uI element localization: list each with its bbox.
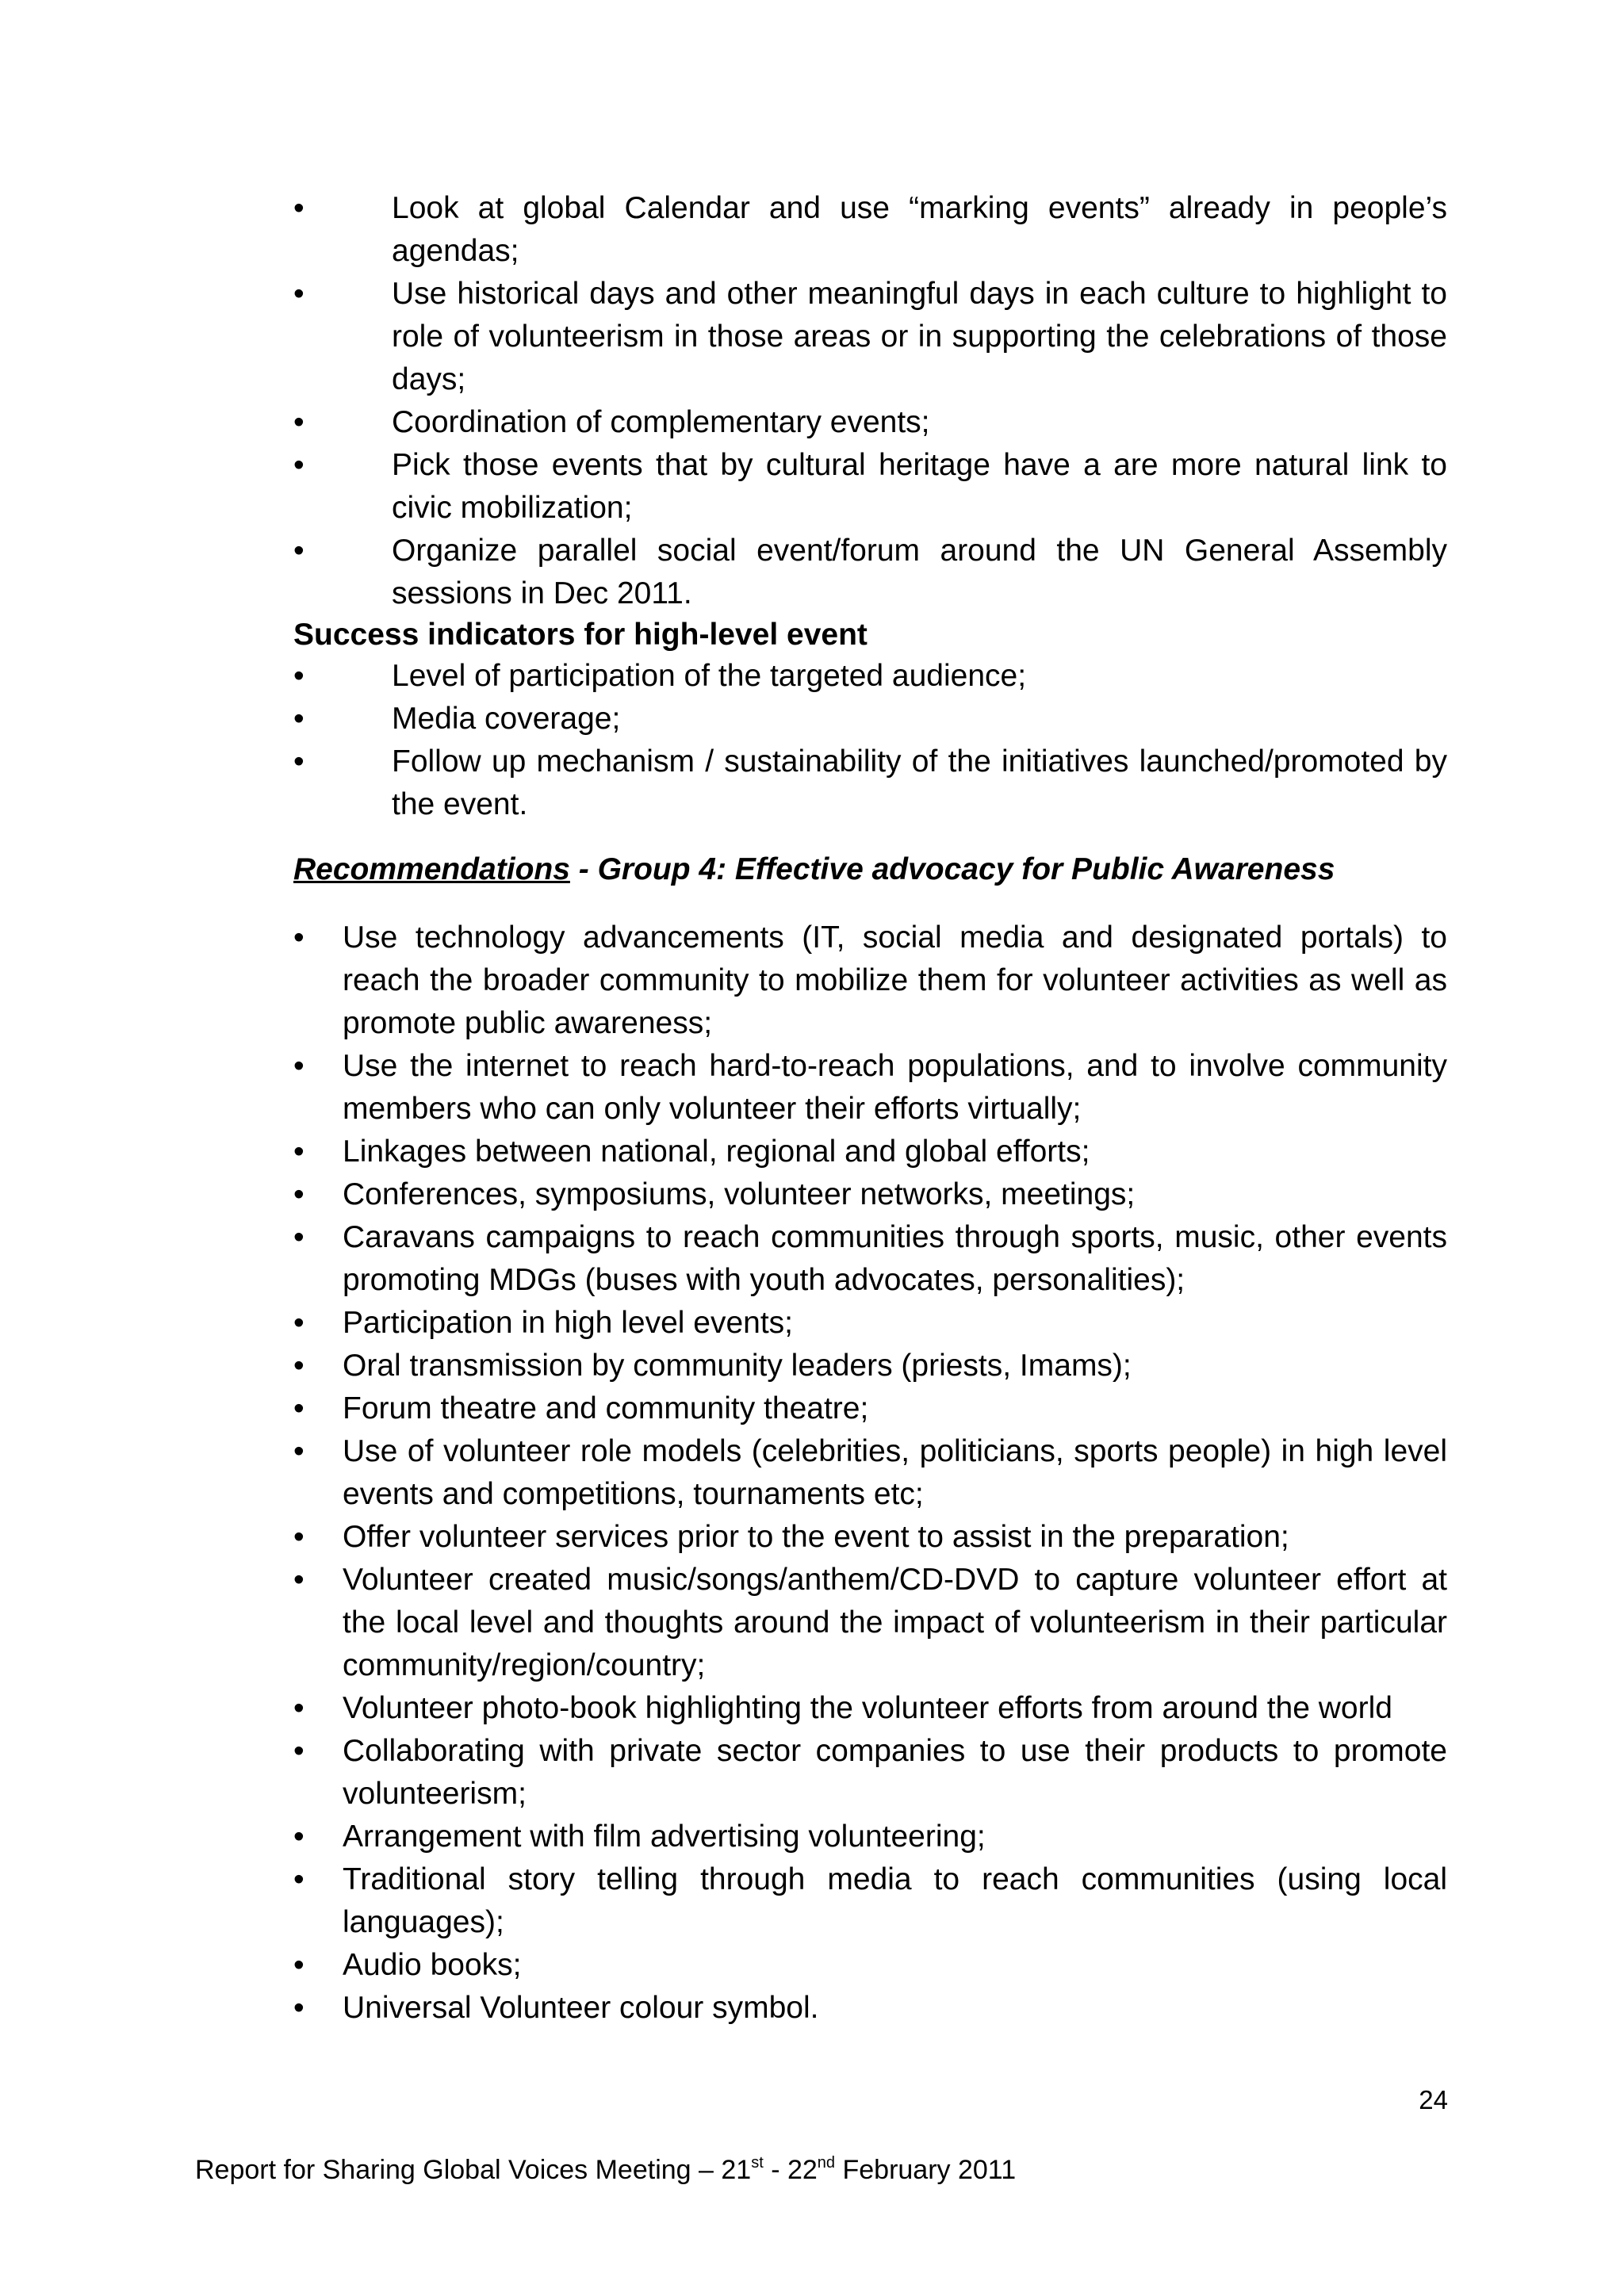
event-ideas-list <box>293 187 1447 615</box>
list-item: • Oral transmission by community leaders (priests, Imams); <box>293 1345 1447 1387</box>
list-item: • Collaborating with private sector companies to use their products to promote volunteerism; <box>293 1730 1447 1816</box>
recommendations-label: Recommendations <box>293 852 570 886</box>
list-item: • Volunteer photo-book highlighting the volunteer efforts from around the world <box>293 1687 1447 1730</box>
list-item: • Use of volunteer role models (celebrities, politicians, sports people) in high level events and competitions, tournaments etc; <box>293 1430 1447 1516</box>
page-footer: Report for Sharing Global Voices Meeting – 21st - 22nd February 2011 <box>195 2154 1017 2185</box>
list-item: • Use technology advancements (IT, social media and designated portals) to reach the broader community to mobilize them for volunteer activities as well as promote public awareness; <box>293 916 1447 1045</box>
list-item: • Pick those events that by cultural heritage have a are more natural link to civic mobilization; <box>293 444 1447 530</box>
list-item: • Look at global Calendar and use “marking events” already in people’s agendas; <box>293 187 1447 273</box>
bullet-icon <box>293 1730 309 1773</box>
group-title: - Group 4: Effective advocacy for Public Awareness <box>569 852 1335 886</box>
bullet-icon <box>293 1173 309 1216</box>
bullet-icon <box>293 655 309 698</box>
list-item: • Caravans campaigns to reach communities through sports, music, other events promoting MDGs (buses with youth advocates, personalities); <box>293 1216 1447 1302</box>
list-item: • Volunteer created music/songs/anthem/CD-DVD to capture volunteer effort at the local level and thoughts around the impact of volunteerism in their particular community/region/country; <box>293 1559 1447 1687</box>
list-item: • Conferences, symposiums, volunteer networks, meetings; <box>293 1173 1447 1216</box>
bullet-icon <box>293 1387 309 1430</box>
list-item: • Traditional story telling through media to reach communities (using local languages); <box>293 1858 1447 1944</box>
list-item: • Media coverage; <box>293 698 1447 740</box>
list-item: • Organize parallel social event/forum around the UN General Assembly sessions in Dec 2011. <box>293 530 1447 615</box>
bullet-icon <box>293 1858 309 1901</box>
bullet-icon <box>293 444 309 487</box>
bullet-icon <box>293 187 309 230</box>
bullet-icon <box>293 698 309 740</box>
success-indicators-heading: Success indicators for high-level event <box>293 618 868 652</box>
list-item: • Use the internet to reach hard-to-reach populations, and to involve community members who can only volunteer their efforts virtually; <box>293 1045 1447 1131</box>
bullet-icon <box>293 1045 309 1088</box>
list-item: • Forum theatre and community theatre; <box>293 1387 1447 1430</box>
bullet-icon <box>293 1430 309 1473</box>
bullet-icon <box>293 1131 309 1173</box>
bullet-icon <box>293 916 309 959</box>
bullet-icon <box>293 530 309 572</box>
bullet-icon <box>293 401 309 444</box>
bullet-icon <box>293 1216 309 1259</box>
list-item: • Level of participation of the targeted audience; <box>293 655 1447 698</box>
list-item: • Participation in high level events; <box>293 1302 1447 1345</box>
group4-recommendations-list <box>293 916 1447 2030</box>
list-item: • Universal Volunteer colour symbol. <box>293 1987 1447 2030</box>
list-item: • Audio books; <box>293 1944 1447 1987</box>
bullet-icon <box>293 1987 309 2030</box>
list-item: • Coordination of complementary events; <box>293 401 1447 444</box>
bullet-icon <box>293 740 309 783</box>
list-item: • Offer volunteer services prior to the event to assist in the preparation; <box>293 1516 1447 1559</box>
recommendations-heading <box>293 848 1447 891</box>
page-body <box>293 187 1447 2030</box>
list-item: • Use historical days and other meaningful days in each culture to highlight to role of volunteerism in those areas or in supporting the celebrations of those days; <box>293 273 1447 401</box>
list-item: • Follow up mechanism / sustainability of the initiatives launched/promoted by the event. <box>293 740 1447 826</box>
bullet-icon <box>293 273 309 316</box>
success-indicators-list <box>293 655 1447 826</box>
bullet-icon <box>293 1816 309 1858</box>
bullet-icon <box>293 1345 309 1387</box>
page-number: 24 <box>1419 2085 1448 2114</box>
list-item: • Linkages between national, regional and global efforts; <box>293 1131 1447 1173</box>
bullet-icon <box>293 1944 309 1987</box>
list-item: • Arrangement with film advertising volunteering; <box>293 1816 1447 1858</box>
bullet-icon <box>293 1559 309 1601</box>
bullet-icon <box>293 1687 309 1730</box>
bullet-icon <box>293 1302 309 1345</box>
bullet-icon <box>293 1516 309 1559</box>
